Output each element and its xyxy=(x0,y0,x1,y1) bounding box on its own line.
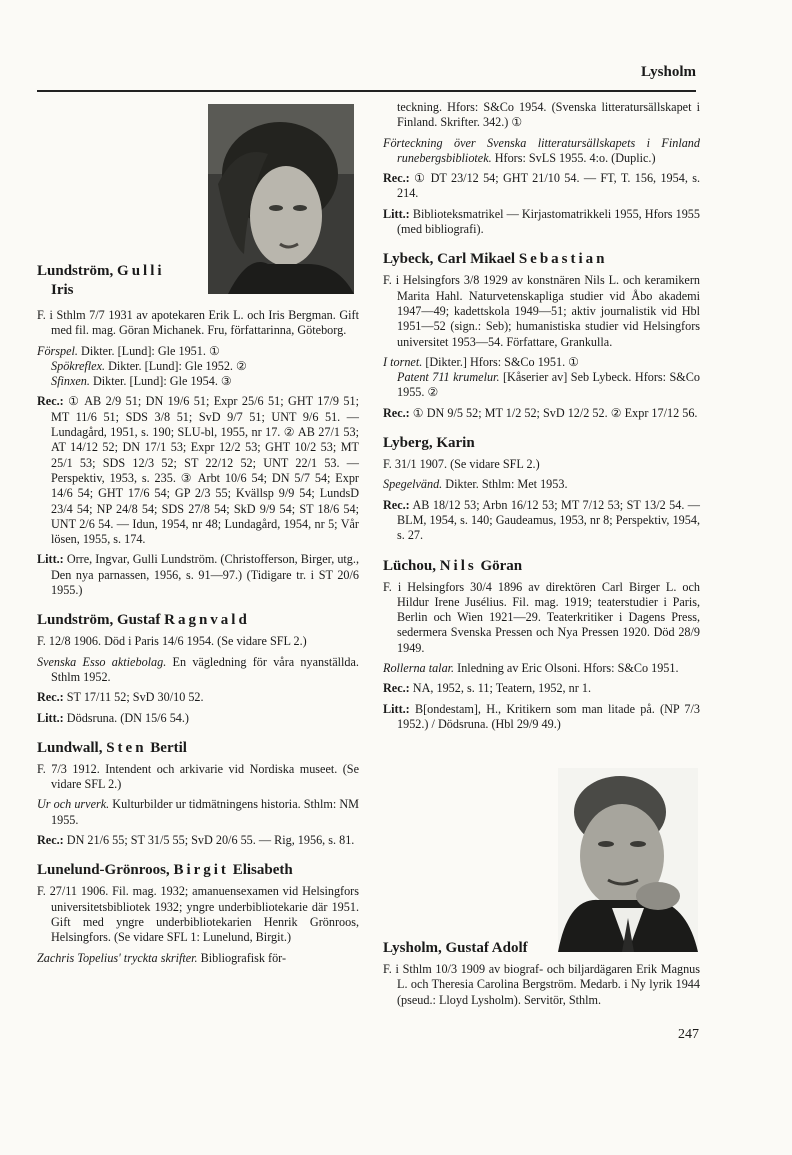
rec-label: Rec.: xyxy=(383,171,410,186)
heading-spaced-name: Ragnvald xyxy=(164,612,250,629)
bio-gronroos: F. 27/11 1906. Fil. mag. 1932; amanuensexamen vid Helsingfors universitetsbibliotek 1932; yngre underbibliotekarie där 1951. Gift med yngre underbibliotekarien Henrik Grönroos, Helsingfors. (Se vidare SFL 1: Lunelund, Birgit.) xyxy=(37,884,359,945)
heading-name: Lundström, Gustaf xyxy=(37,612,165,629)
page-number: 247 xyxy=(678,1027,699,1042)
reviews-luchou xyxy=(383,681,700,696)
rec-label: Rec.: xyxy=(37,394,64,409)
literature-gronroos xyxy=(383,207,700,238)
heading-name: Lybeck, Carl Mikael xyxy=(383,251,519,268)
right-column xyxy=(383,100,700,737)
heading-spaced-name: Sten xyxy=(106,739,147,756)
work-details: [Dikter.] Hfors: S&Co 1951. ① xyxy=(422,354,580,369)
heading-spaced-name: Sebastian xyxy=(518,251,608,268)
work-details: En vägledning för våra nyanställda. Sthlm 1952. xyxy=(51,654,359,684)
rec-text: ① AB 2/9 51; DN 19/6 51; Expr 25/6 51; GHT 17/9 51; MT 11/6 51; SDS 3/8 51; SvD 9/7 51; UNT 9/6 51. — Lundagård, 1951, s. 190; SLU-bl, 1955, nr 17. ② AB 27/1 53; AT 14/12 52; DN 17/1 53; Expr 12/2 53; GHT 10/2 53; MT 25/1 53; SDS 12/3 52; ST 22/12 52; UNT 22/1 53. — Perspektiv, 1953, s. 235. ③ Arbt 10/6 54; DN 5/7 54; Expr 14/6 54; GHT 17/6 54; GP 2/3 55; Kvällsp 9/9 54; LundsD 23/4 54; NP 24/8 54; SDS 27/8 54; SkD 9/9 54; ST 18/6 54; UNT 2/6 54. — Idun, 1954, nr 48; Lundagård, 1954, nr 5; Vår lösen, 1955, s. 174. xyxy=(51,394,359,547)
entry-heading-ragnvald xyxy=(37,611,359,630)
litt-text: Biblioteksmatrikel — Kirjastomatrikkeli 1955, Hfors 1955 (med bibliografi). xyxy=(397,206,700,237)
work-details: Hfors: SvLS 1955. 4:o. (Duplic.) xyxy=(491,150,656,165)
entry-heading-lysholm: Lysholm, Gustaf Adolf xyxy=(383,940,528,956)
work-title: Sfinxen. xyxy=(51,374,90,389)
rec-text: NA, 1952, s. 11; Teatern, 1952, nr 1. xyxy=(409,681,591,696)
entry-heading-luchou xyxy=(383,557,700,576)
reviews-lybeck xyxy=(383,406,700,421)
bio-lysholm: F. i Sthlm 10/3 1909 av biograf- och biljardägaren Erik Magnus L. och Theresia Carolina Bergström. Medarb. i Ny lyrik 1944 (pseud.: Lloyd Lysholm). Servitör, Sthlm. xyxy=(383,962,700,1007)
work-ur-och-urverk xyxy=(37,797,359,828)
portrait-gulli-drawing xyxy=(208,104,354,294)
portrait-photo-gulli xyxy=(208,104,354,294)
work-title: Patent 711 krumelur. xyxy=(397,370,500,385)
heading-name: Lundström, xyxy=(37,263,118,279)
rec-label: Rec.: xyxy=(37,833,64,848)
litt-text: B[ondestam], H., Kritikern som man litade på. (NP 7/3 1952.) / Dödsruna. (Hbl 29/9 49.) xyxy=(397,701,700,731)
work-forteckning xyxy=(383,136,700,167)
bio-lundwall: F. 7/3 1912. Intendent och arkivarie vid Nordiska museet. (Se vidare SFL 2.) xyxy=(37,761,359,792)
work-title: Spegelvänd. xyxy=(383,477,443,492)
rec-text: AB 18/12 53; Arbn 16/12 53; MT 7/12 53; ST 13/2 54. — BLM, 1954, s. 140; Gaudeamus, 1953, nr 8; Perspektiv, 1954, s. 27. xyxy=(397,497,700,543)
work-spegelvand xyxy=(383,477,700,492)
heading-spaced-name: Birgit xyxy=(173,862,229,879)
bio-lybeck: F. i Helsingfors 3/8 1929 av konstnären Nils L. och keramikern Marita Hahl. Naturvetenskapliga studier vid Åbo akademi 1947—49; kadettskola 1949—51; aktiv journalistik vid Hbl 1951—52 (sign.: Seb); humanistiska studier vid Helsingfors universitet 1953—54. Författare, Grankulla. xyxy=(383,273,700,349)
entry-heading-gulli xyxy=(37,262,207,300)
litt-label: Litt.: xyxy=(37,710,64,725)
work-esso xyxy=(37,655,359,686)
work-forspel xyxy=(37,344,359,390)
work-title: Rollerna talar. xyxy=(383,661,455,676)
header-rule xyxy=(37,90,696,92)
rec-text: ① DT 23/12 54; GHT 21/10 54. — FT, T. 156, 1954, s. 214. xyxy=(397,171,700,201)
continued-text: teckning. Hfors: S&Co 1954. (Svenska litteratursällskapet i Finland. Skrifter. 342.) ① xyxy=(397,100,700,130)
rec-label: Rec.: xyxy=(383,405,410,420)
rec-text: DN 21/6 55; ST 31/5 55; SvD 20/6 55. — Rig, 1956, s. 81. xyxy=(63,833,355,848)
heading-name: Lunelund-Grönroos, xyxy=(37,862,174,879)
literature-ragnvald xyxy=(37,711,359,726)
heading-name: Lundwall, xyxy=(37,739,107,756)
work-title: Förspel. xyxy=(37,343,78,358)
bio-lysholm-block xyxy=(383,962,700,1013)
litt-label: Litt.: xyxy=(37,552,64,567)
work-details: Inledning av Eric Olsoni. Hfors: S&Co 1951. xyxy=(454,661,679,676)
work-details: Dikter. [Lund]: Gle 1951. ① xyxy=(77,343,220,358)
bio-gulli: F. i Sthlm 7/7 1931 av apotekaren Erik L. och Iris Bergman. Gift med fil. mag. Göran Michanek. Fru, författarinna, Göteborg. xyxy=(37,308,359,338)
work-title: Förteckning över Svenska litteratursällskapets i Finland runebergsbibliotek. xyxy=(383,135,700,165)
litt-text: Orre, Ingvar, Gulli Lundström. (Christofferson, Birger, utg., Den nya parnassen, 1956, s. 91—97.) (Tidigare tr. i ST 20/6 1955.) xyxy=(51,552,359,598)
works-lybeck xyxy=(383,355,700,401)
rec-label: Rec.: xyxy=(383,497,410,512)
litt-label: Litt.: xyxy=(383,206,410,221)
heading-name-continued: Bertil xyxy=(146,739,187,756)
literature-luchou xyxy=(383,702,700,733)
bio-luchou: F. i Helsingfors 30/4 1896 av direktören Carl Birger L. och Hildur Irene Jusélius. Fil. mag. 1919; teaterstudier i Paris, Berlin och Wien 1921—29. Teaterkritiker i Dagens Press, sedermera Svenska Pressen och Nya Pressen 1920. Död 28/9 1949. xyxy=(383,579,700,655)
work-title: Svenska Esso aktiebolag. xyxy=(37,654,167,669)
rec-text: ST 17/11 52; SvD 30/10 52. xyxy=(63,690,204,705)
bio-lyberg: F. 31/1 1907. (Se vidare SFL 2.) xyxy=(383,457,540,472)
litt-label: Litt.: xyxy=(383,701,410,716)
work-details: Kulturbilder ur tidmätningens historia. Sthlm: NM 1955. xyxy=(51,797,359,827)
entry-heading-lundwall xyxy=(37,739,359,758)
work-topelius xyxy=(37,951,359,966)
entry-heading-gronroos xyxy=(37,861,359,880)
portrait-photo-lysholm xyxy=(558,768,698,952)
work-title: Spökreflex. xyxy=(51,358,106,373)
entry-heading-lyberg: Lyberg, Karin xyxy=(383,435,475,452)
reviews-lundwall xyxy=(37,833,359,848)
rec-text: ① DN 9/5 52; MT 1/2 52; SvD 12/2 52. ② Expr 17/12 56. xyxy=(409,405,698,420)
reviews-lyberg xyxy=(383,498,700,544)
heading-spaced-name: Gulli xyxy=(117,263,165,279)
work-title: Ur och urverk. xyxy=(37,797,110,812)
left-column xyxy=(37,308,359,971)
work-rollerna-talar xyxy=(383,661,700,676)
work-details: Dikter. Sthlm: Met 1953. xyxy=(442,477,568,492)
work-details: [Kåserier av] Seb Lybeck. Hfors: S&Co 1955. ② xyxy=(397,370,700,400)
heading-name-continued: Iris xyxy=(51,282,74,298)
rec-label: Rec.: xyxy=(37,690,64,705)
work-details: Dikter. [Lund]: Gle 1954. ③ xyxy=(89,374,232,389)
work-title: Zachris Topelius' tryckta skrifter. xyxy=(37,950,198,965)
reviews-gulli xyxy=(37,394,359,547)
litt-text: Dödsruna. (DN 15/6 54.) xyxy=(63,710,189,725)
heading-name-continued: Elisabeth xyxy=(228,862,293,879)
bio-ragnvald: F. 12/8 1906. Död i Paris 14/6 1954. (Se vidare SFL 2.) xyxy=(37,634,307,649)
work-details: Bibliografisk för- xyxy=(197,950,287,965)
portrait-lysholm-drawing xyxy=(558,768,698,952)
entry-heading-lybeck xyxy=(383,250,700,269)
heading-name: Lüchou, xyxy=(383,557,440,574)
reviews-gronroos xyxy=(383,171,700,202)
work-details: Dikter. [Lund]: Gle 1952. ② xyxy=(105,358,247,373)
rec-label: Rec.: xyxy=(383,681,410,696)
work-title: I tornet. xyxy=(383,354,423,369)
running-head: Lysholm xyxy=(640,64,696,80)
heading-spaced-name: Nils xyxy=(439,557,477,574)
heading-name-continued: Göran xyxy=(476,557,523,574)
reviews-ragnvald xyxy=(37,690,359,705)
literature-gulli xyxy=(37,552,359,598)
